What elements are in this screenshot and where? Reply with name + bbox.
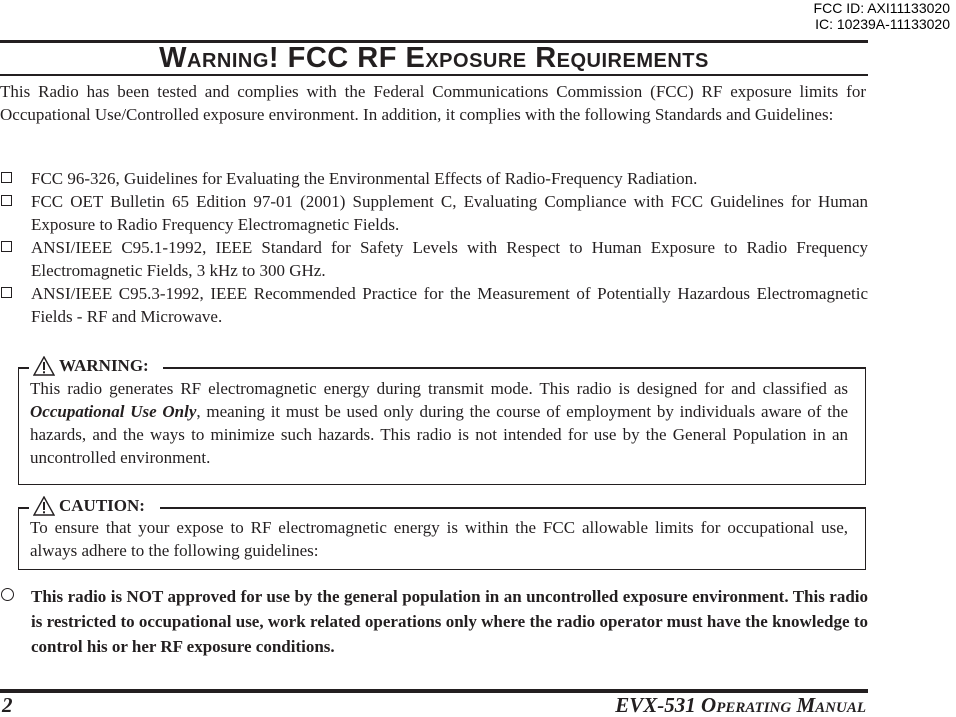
list-item	[0, 282, 868, 328]
caution-label	[33, 496, 145, 516]
page-number: 2	[2, 693, 13, 717]
fcc-id: FCC ID: AXI11133020	[813, 0, 950, 16]
caution-label-text: CAUTION:	[59, 496, 145, 515]
warning-text	[30, 377, 848, 469]
list-item	[0, 190, 868, 236]
caution-box	[18, 507, 866, 570]
intro-paragraph: This Radio has been tested and complies with the Federal Communications Commission (FCC) RF exposure limits for Occupational Use/Controlled exposure environment. In addition, it complies with the following Standards and Guidelines:	[0, 82, 866, 124]
checkbox-bullet-icon	[1, 172, 12, 183]
fcc-id-block	[814, 0, 950, 32]
list-item	[0, 167, 868, 190]
warning-text-part: , meaning it must be used only during the course of employment by individuals aware of the hazards, and the ways to minimize such hazards. This radio is not intended for use by the General Population in an uncontrolled environment.	[30, 402, 848, 467]
warning-triangle-icon	[33, 496, 55, 516]
manual-title: EVX-531 Operating Manual	[615, 693, 866, 717]
checkbox-bullet-icon	[1, 195, 12, 206]
ic-id: IC: 10239A-11133020	[815, 16, 950, 32]
caution-text: To ensure that your expose to RF electromagnetic energy is within the FCC allowable limits for occupational use, always adhere to the following guidelines:	[30, 518, 848, 560]
standard-text: ANSI/IEEE C95.1-1992, IEEE Standard for Safety Levels with Respect to Human Exposure to Radio Frequency Electromagnetic Fields, 3 kHz to 300 GHz.	[31, 238, 868, 280]
page-title: Warning! FCC RF Exposure Requirements	[159, 42, 709, 74]
warning-label-text: WARNING:	[59, 356, 149, 375]
warning-label	[33, 356, 149, 376]
caution-box-top-right	[160, 507, 866, 509]
warning-emphasis: Occupational Use Only	[30, 402, 197, 421]
warning-box	[18, 367, 866, 485]
circle-bullet-icon	[1, 588, 14, 601]
checkbox-bullet-icon	[1, 241, 12, 252]
warning-triangle-icon	[33, 356, 55, 376]
title-rule	[0, 74, 868, 76]
checkbox-bullet-icon	[1, 287, 12, 298]
warning-box-top-left	[18, 367, 29, 369]
guideline-item	[0, 584, 868, 659]
guideline-text: This radio is NOT approved for use by the general population in an uncontrolled exposure environment. This radio is restricted to occupational use, work related operations only where the radio operator must have the knowledge to control his or her RF exposure conditions.	[31, 587, 868, 656]
list-item	[0, 236, 868, 282]
standard-text: FCC OET Bulletin 65 Edition 97-01 (2001) Supplement C, Evaluating Compliance with FCC Guidelines for Human Exposure to Radio Frequency Electromagnetic Fields.	[31, 192, 868, 234]
standards-list	[0, 167, 868, 328]
warning-box-top-right	[163, 367, 866, 369]
warning-text-part: This radio generates RF electromagnetic energy during transmit mode. This radio is designed for and classified as	[30, 379, 848, 398]
standard-text: ANSI/IEEE C95.3-1992, IEEE Recommended Practice for the Measurement of Potentially Hazardous Electromagnetic Fields - RF and Microwave.	[31, 284, 868, 326]
caution-box-top-left	[18, 507, 29, 509]
standard-text: FCC 96-326, Guidelines for Evaluating the Environmental Effects of Radio-Frequency Radiation.	[31, 169, 698, 188]
